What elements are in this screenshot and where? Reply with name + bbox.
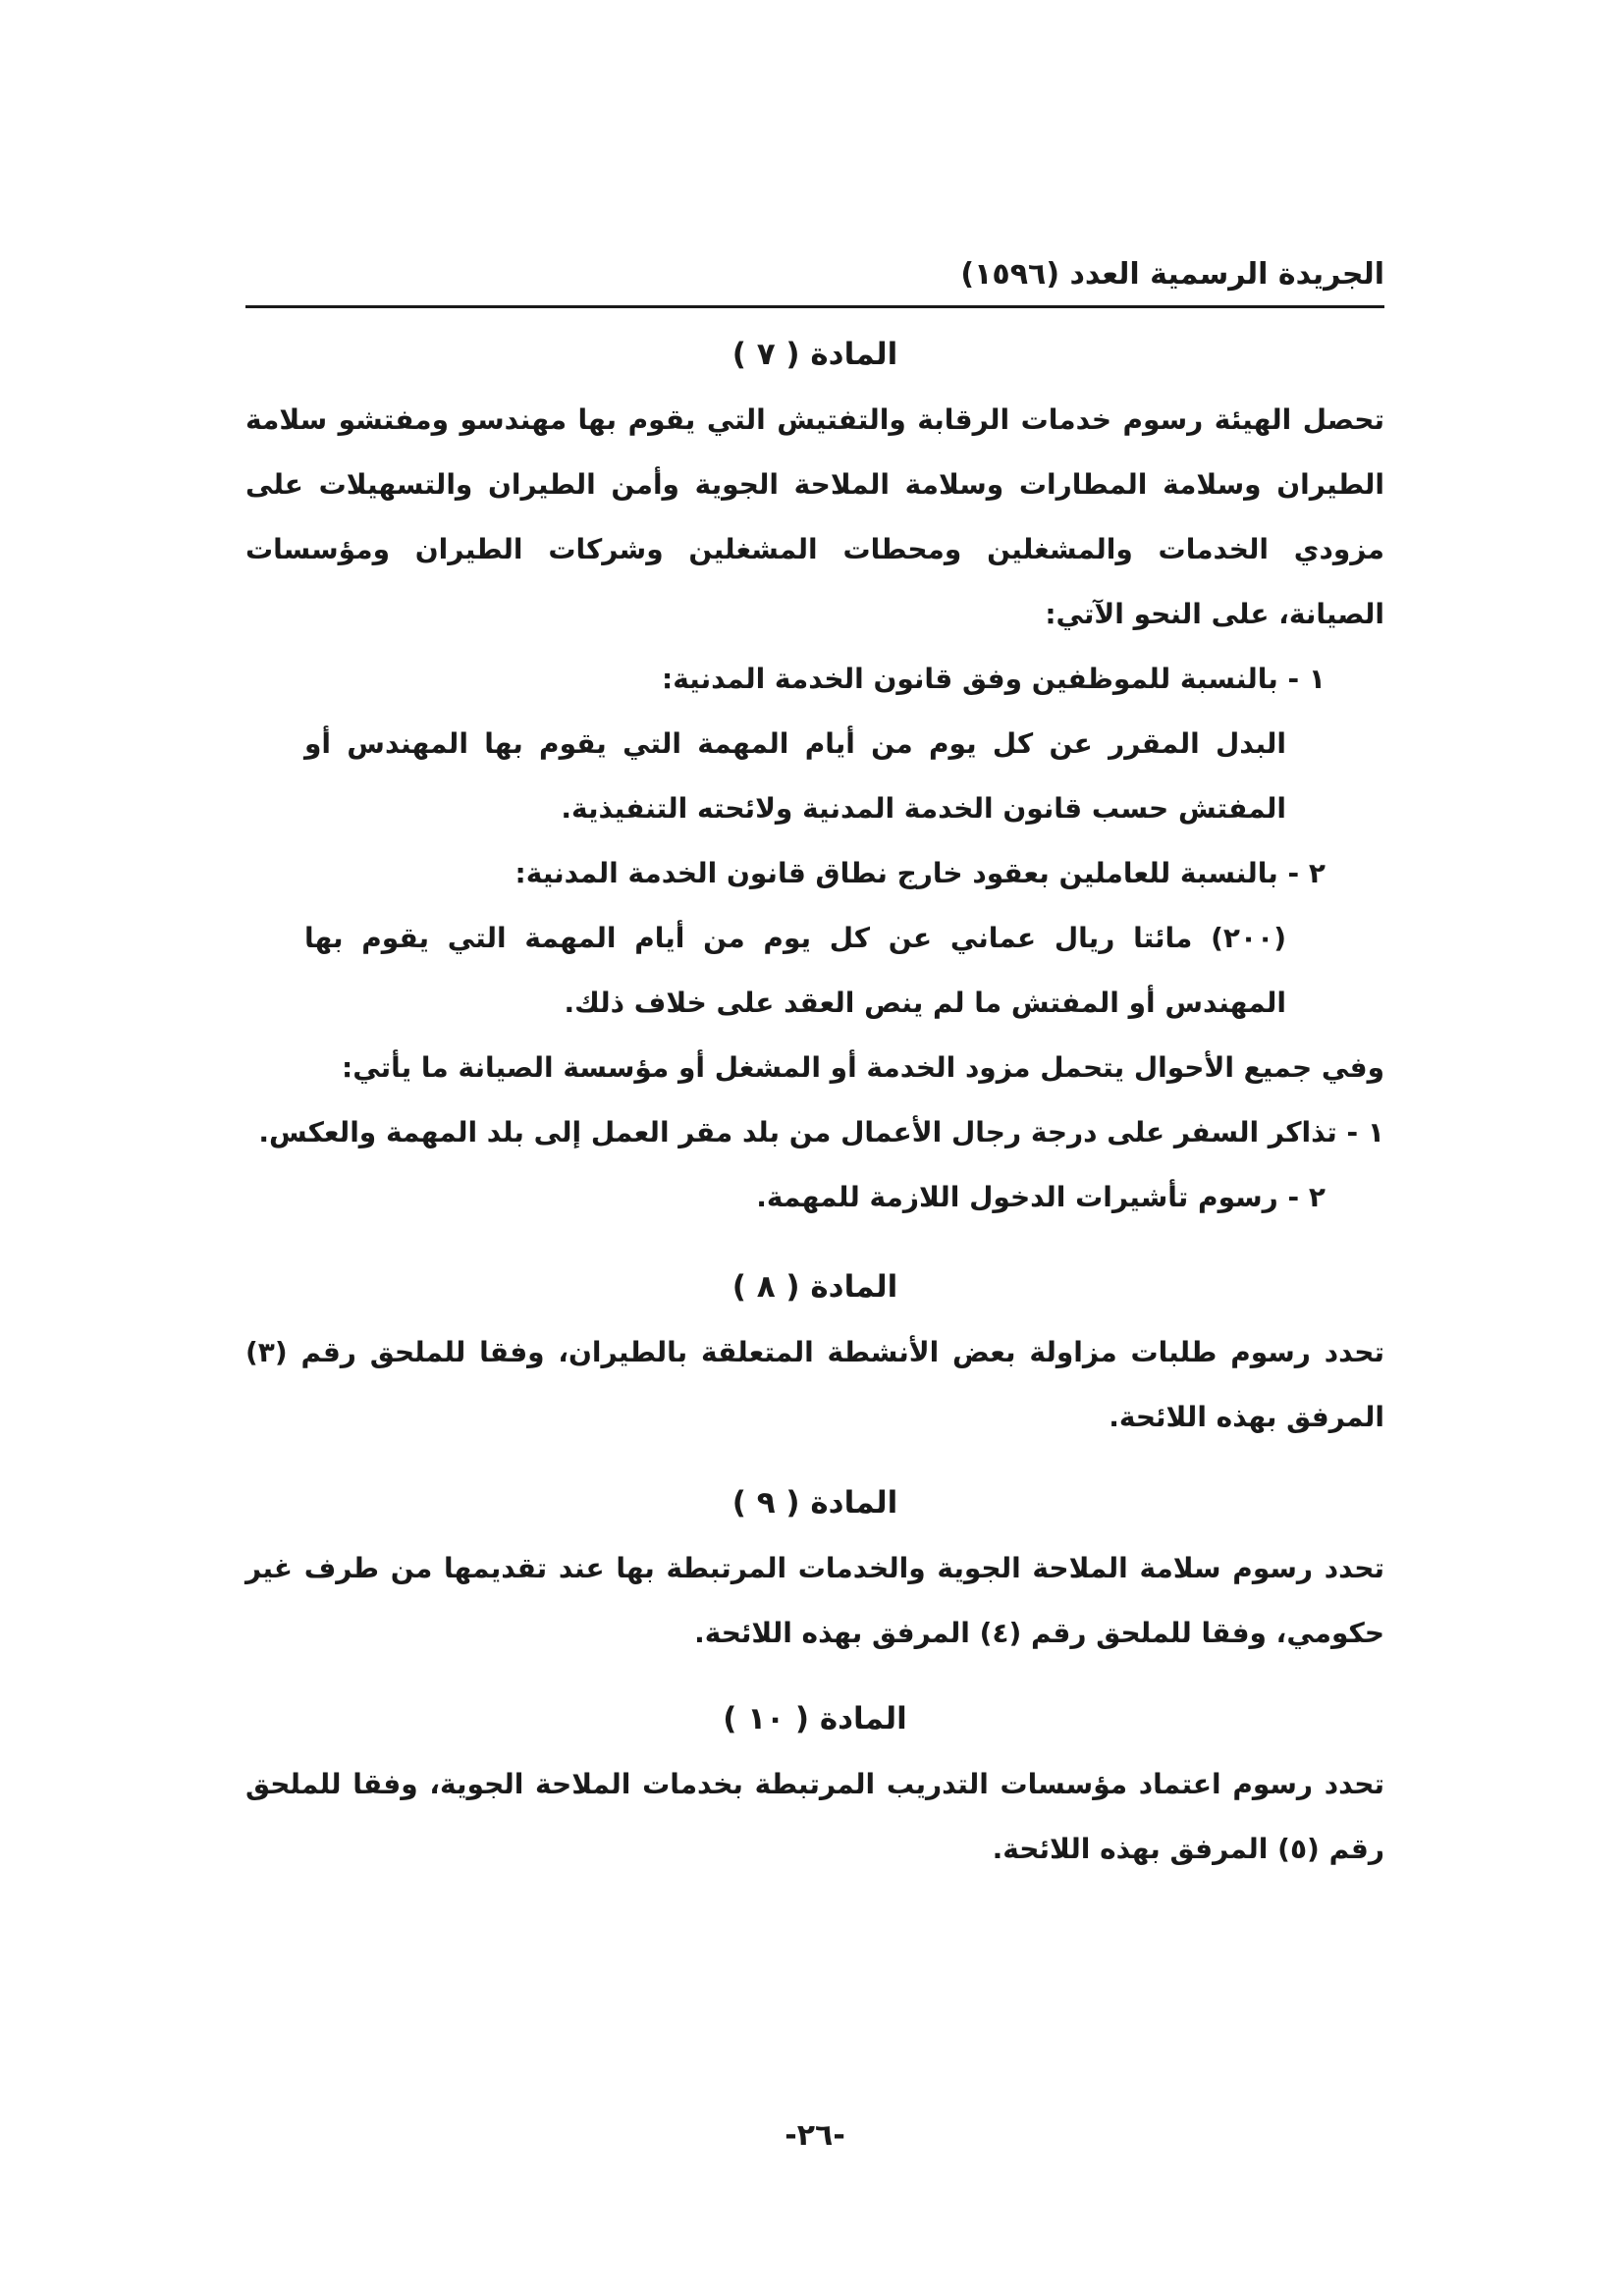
article-9-title: المادة ( ٩ ) (731, 1485, 898, 1521)
article-8-title: المادة ( ٨ ) (731, 1269, 898, 1305)
document-page (245, 0, 1384, 2296)
gazette-header: الجريدة الرسمية العدد (١٥٩٦) (960, 257, 1384, 292)
article-7-case-2: ٢ - رسوم تأشيرات الدخول اللازمة للمهمة. (756, 1181, 1326, 1213)
article-10-title: المادة ( ١٠ ) (723, 1701, 907, 1736)
article-7-title: المادة ( ٧ ) (731, 337, 898, 372)
page-number: -٢٦- (785, 2118, 845, 2153)
article-7-case-1: ١ - تذاكر السفر على درجة رجال الأعمال من بلد مقر العمل إلى بلد المهمة والعكس. (258, 1116, 1384, 1148)
article-7-item-1-label: ١ - بالنسبة للموظفين وفق قانون الخدمة المدنية: (662, 663, 1326, 695)
article-9-text: تحدد رسوم سلامة الملاحة الجوية والخدمات المرتبطة بها عند تقديمها من طرف غير حكومي، وفقا للملحق رقم (٤) المرفق بهذه اللائحة. (245, 1552, 1384, 1649)
header-divider (245, 305, 1384, 308)
article-7-intro: تحصل الهيئة رسوم خدمات الرقابة والتفتيش التي يقوم بها مهندسو ومفتشو سلامة الطيران وسلامة المطارات وسلامة الملاحة الجوية وأمن الطيران والتسهيلات على مزودي الخدمات والمشغلين ومحطات المشغلين وشركات الطيران ومؤسسات الصيانة، على النحو الآتي: (245, 403, 1384, 630)
document-body (245, 329, 1384, 1882)
article-7-item-2-text: (٢٠٠) مائتا ريال عماني عن كل يوم من أيام المهمة التي يقوم بها المهندس أو المفتش ما لم ينص العقد على خلاف ذلك. (304, 922, 1286, 1019)
article-8-text: تحدد رسوم طلبات مزاولة بعض الأنشطة المتعلقة بالطيران، وفقا للملحق رقم (٣) المرفق بهذه اللائحة. (245, 1336, 1384, 1433)
article-10-text: تحدد رسوم اعتماد مؤسسات التدريب المرتبطة بخدمات الملاحة الجوية، وفقا للملحق رقم (٥) المرفق بهذه اللائحة. (245, 1768, 1384, 1865)
article-7-all-cases: وفي جميع الأحوال يتحمل مزود الخدمة أو المشغل أو مؤسسة الصيانة ما يأتي: (342, 1051, 1384, 1084)
article-7-item-1-text: البدل المقرر عن كل يوم من أيام المهمة التي يقوم بها المهندس أو المفتش حسب قانون الخدمة المدنية ولائحته التنفيذية. (304, 727, 1286, 825)
article-7-item-2-label: ٢ - بالنسبة للعاملين بعقود خارج نطاق قانون الخدمة المدنية: (514, 857, 1326, 889)
